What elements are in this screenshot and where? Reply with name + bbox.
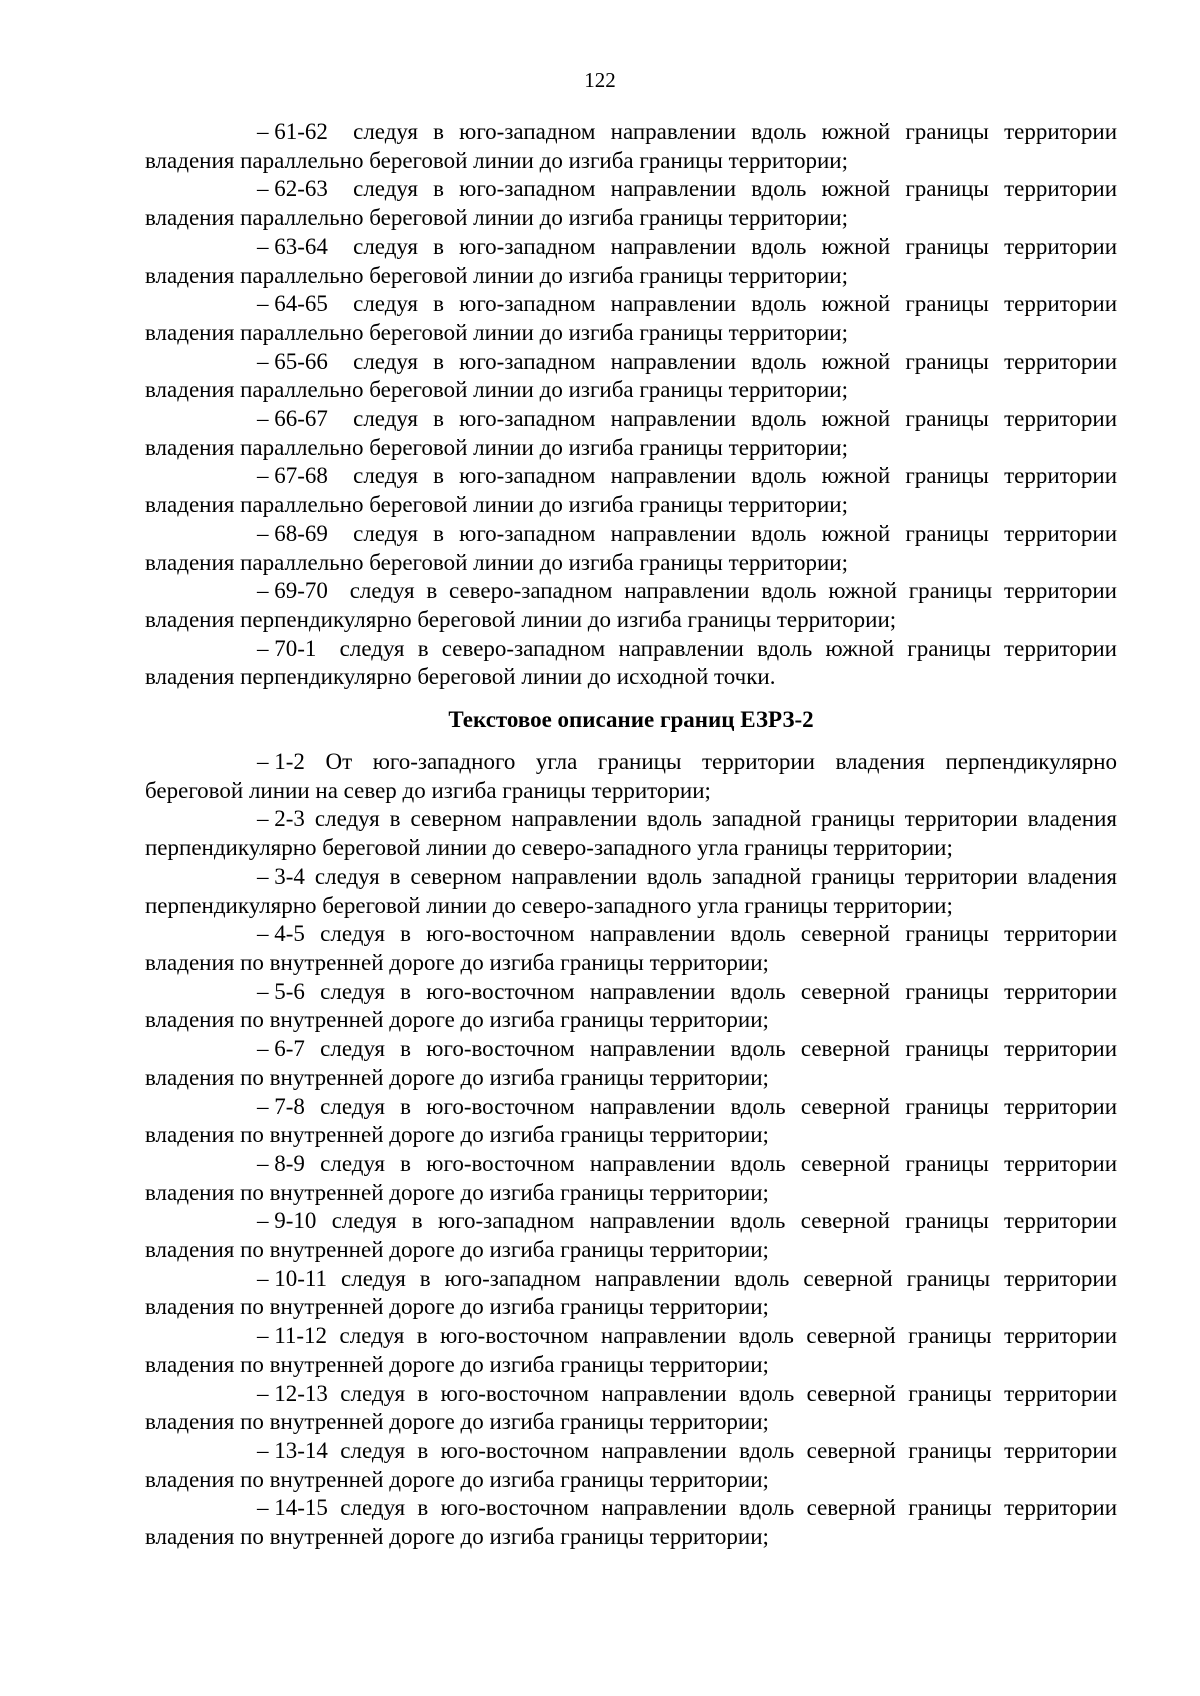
segment-code: – 2-3	[257, 806, 305, 832]
segment-code: – 66-67	[257, 406, 328, 432]
segment-code: – 13-14	[257, 1437, 328, 1463]
boundary-segment-item	[145, 1494, 1117, 1551]
segment-description: следуя в северо-западном направлении вдоль южной границы территории владения перпендикулярно береговой линии до исходной точки.	[145, 635, 1117, 690]
segment-code: – 9-10	[257, 1208, 317, 1234]
segment-description: следуя в юго-восточном направлении вдоль северной границы территории владения по внутренней дороге до изгиба границы территории;	[145, 1495, 1118, 1550]
boundary-segment-item	[145, 978, 1117, 1035]
section-boundary-list-1	[145, 118, 1117, 692]
segment-description: следуя в юго-западном направлении вдоль южной границы территории владения параллельно береговой линии до изгиба границы территории;	[145, 406, 1118, 460]
segment-description: следуя в юго-восточном направлении вдоль северной границы территории владения по внутренней дороге до изгиба границы территории;	[145, 1380, 1118, 1435]
segment-code: – 14-15	[257, 1495, 328, 1521]
segment-description: следуя в юго-западном направлении вдоль южной границы территории владения параллельно береговой линии до изгиба границы территории;	[145, 176, 1118, 231]
boundary-segment-item	[145, 462, 1117, 519]
segment-code: – 62-63	[257, 176, 328, 202]
boundary-segment-item	[145, 405, 1117, 462]
segment-description: следуя в юго-западном направлении вдоль северной границы территории владения по внутренней дороге до изгиба границы территории;	[145, 1208, 1117, 1263]
segment-description: следуя в юго-западном направлении вдоль южной границы территории владения параллельно береговой линии до изгиба границы территории;	[145, 520, 1118, 575]
segment-description: следуя в юго-восточном направлении вдоль северной границы территории владения по внутренней дороге до изгиба границы территории;	[145, 1437, 1118, 1492]
boundary-segment-item	[145, 577, 1117, 634]
segment-code: – 67-68	[257, 463, 328, 489]
segment-description: следуя в юго-восточном направлении вдоль северной границы территории владения по внутренней дороге до изгиба границы территории;	[145, 1150, 1118, 1205]
segment-description: следуя в юго-западном направлении вдоль южной границы территории владения параллельно береговой линии до изгиба границы территории;	[145, 119, 1118, 173]
segment-code: – 1-2	[257, 749, 305, 775]
segment-description: следуя в юго-восточном направлении вдоль северной границы территории владения по внутренней дороге до изгиба границы территории;	[145, 978, 1118, 1033]
segment-code: – 63-64	[257, 233, 328, 259]
segment-code: – 68-69	[257, 520, 328, 546]
boundary-segment-item	[145, 118, 1117, 175]
segment-description: следуя в северо-западном направлении вдоль южной границы территории владения перпендикулярно береговой линии до изгиба границы территории;	[145, 578, 1117, 632]
boundary-segment-item	[145, 520, 1117, 577]
boundary-segment-item	[145, 290, 1117, 347]
segment-code: – 70-1	[257, 635, 317, 661]
boundary-segment-item	[145, 348, 1117, 405]
boundary-segment-item	[145, 175, 1117, 232]
segment-code: – 65-66	[257, 348, 328, 374]
segment-code: – 7-8	[257, 1093, 305, 1119]
boundary-segment-item	[145, 1035, 1117, 1092]
segment-description: следуя в юго-западном направлении вдоль северной границы территории владения по внутренней дороге до изгиба границы территории;	[145, 1265, 1117, 1320]
segment-description: следуя в юго-западном направлении вдоль южной границы территории владения параллельно береговой линии до изгиба границы территории;	[145, 291, 1118, 345]
segment-description: следуя в юго-восточном направлении вдоль северной границы территории владения по внутренней дороге до изгиба границы территории;	[145, 1093, 1118, 1148]
boundary-segment-item	[145, 920, 1117, 977]
segment-description: следуя в юго-восточном направлении вдоль северной границы территории владения по внутренней дороге до изгиба границы территории;	[145, 1036, 1118, 1090]
segment-code: – 10-11	[257, 1265, 328, 1291]
boundary-segment-item	[145, 1322, 1117, 1379]
segment-code: – 6-7	[257, 1036, 305, 1062]
boundary-segment-item	[145, 805, 1117, 862]
boundary-segment-item	[145, 1265, 1117, 1322]
segment-code: – 4-5	[257, 921, 305, 947]
segment-code: – 64-65	[257, 291, 328, 317]
segment-code: – 69-70	[257, 578, 328, 604]
page-content	[145, 118, 1117, 1552]
segment-code: – 3-4	[257, 863, 305, 889]
segment-code: – 8-9	[257, 1150, 305, 1176]
boundary-segment-item	[145, 1093, 1117, 1150]
boundary-segment-item	[145, 635, 1117, 692]
boundary-segment-item	[145, 233, 1117, 290]
segment-code: – 61-62	[257, 119, 328, 144]
segment-description: следуя в юго-западном направлении вдоль южной границы территории владения параллельно береговой линии до изгиба границы территории;	[145, 463, 1118, 518]
boundary-segment-item	[145, 863, 1117, 920]
segment-code: – 12-13	[257, 1380, 328, 1406]
segment-description: От юго-западного угла границы территории владения перпендикулярно береговой линии на север до изгиба границы территории;	[145, 749, 1117, 803]
segment-description: следуя в северном направлении вдоль западной границы территории владения перпендикулярно береговой линии до северо-западного угла границы территории;	[145, 863, 1117, 918]
segment-description: следуя в северном направлении вдоль западной границы территории владения перпендикулярно береговой линии до северо-западного угла границы территории;	[145, 806, 1117, 861]
boundary-segment-item	[145, 748, 1117, 805]
segment-code: – 11-12	[257, 1323, 328, 1349]
boundary-segment-item	[145, 1380, 1117, 1437]
boundary-segment-item	[145, 1437, 1117, 1494]
segment-description: следуя в юго-западном направлении вдоль южной границы территории владения параллельно береговой линии до изгиба границы территории;	[145, 233, 1118, 288]
boundary-segment-item	[145, 1207, 1117, 1264]
segment-code: – 5-6	[257, 978, 305, 1004]
section-boundary-list-2	[145, 748, 1117, 1552]
section-heading: Текстовое описание границ ЕЗРЗ-2	[448, 707, 814, 733]
segment-description: следуя в юго-западном направлении вдоль южной границы территории владения параллельно береговой линии до изгиба границы территории;	[145, 348, 1118, 403]
segment-description: следуя в юго-восточном направлении вдоль северной границы территории владения по внутренней дороге до изгиба границы территории;	[145, 921, 1118, 975]
segment-description: следуя в юго-восточном направлении вдоль северной границы территории владения по внутренней дороге до изгиба границы территории;	[145, 1323, 1118, 1377]
page-number: 122	[584, 68, 616, 92]
boundary-segment-item	[145, 1150, 1117, 1207]
